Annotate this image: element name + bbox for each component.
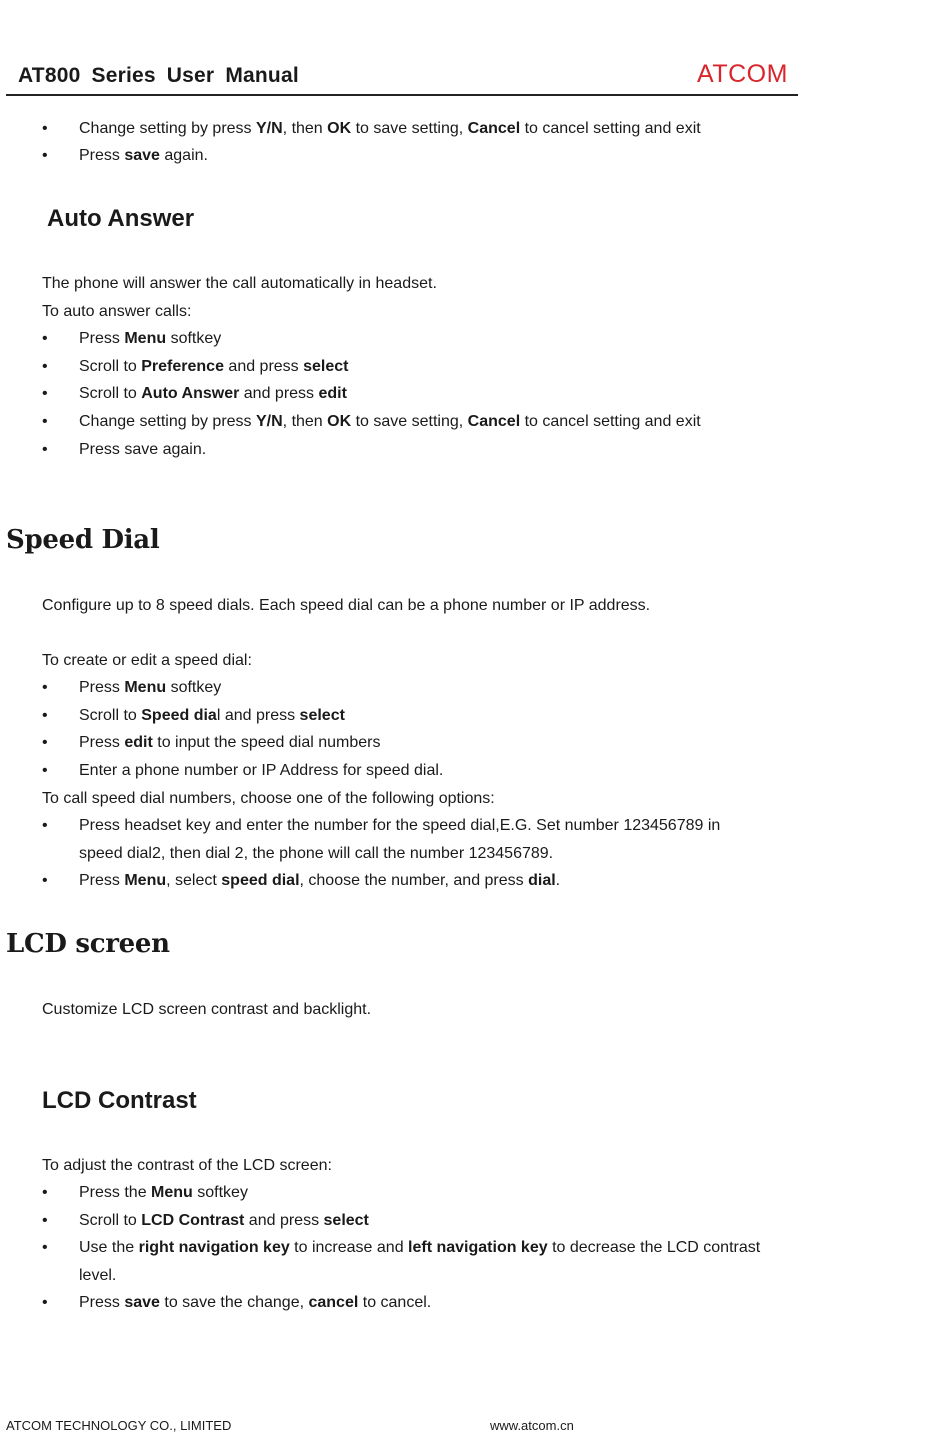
bullet-change-setting-auto: • Change setting by press Y/N, then OK to save setting, Cancel to cancel setting and exit — [79, 412, 701, 432]
bullet-press-menu-lcd: • Press the Menu softkey — [79, 1183, 248, 1203]
lcd-contrast-intro: To adjust the contrast of the LCD screen: — [42, 1157, 332, 1174]
bullet-save-cancel: • Press save to save the change, cancel to cancel. — [79, 1293, 431, 1313]
bullet-scroll-auto-answer: • Scroll to Auto Answer and press edit — [79, 384, 347, 404]
heading-speed-dial: Speed Dial — [6, 525, 160, 555]
footer-company: ATCOM TECHNOLOGY CO., LIMITED — [6, 1418, 232, 1433]
auto-answer-description: The phone will answer the call automatically in headset. — [42, 275, 437, 292]
bullet-press-save-again: • Press save again. — [79, 440, 206, 460]
bullet-press-save: • Press save again. — [79, 146, 208, 166]
speed-dial-description: Configure up to 8 speed dials. Each speed dial can be a phone number or IP address. — [42, 597, 651, 614]
bullet-press-menu-speed: • Press Menu softkey — [79, 678, 221, 698]
bullet-navigation-keys: • Use the right navigation key to increase and left navigation key to decrease the LCD contrast — [79, 1238, 760, 1258]
speed-dial-call-intro: To call speed dial numbers, choose one of the following options: — [42, 790, 495, 807]
bullet-select-speed-dial: • Press Menu, select speed dial, choose the number, and press dial. — [79, 871, 560, 891]
header-divider — [6, 94, 798, 96]
heading-auto-answer: Auto Answer — [47, 205, 195, 232]
manual-title: AT800 Series User Manual — [18, 64, 299, 87]
bullet-press-edit: • Press edit to input the speed dial numbers — [79, 733, 381, 753]
lcd-screen-description: Customize LCD screen contrast and backlight. — [42, 1001, 372, 1018]
bullet-enter-number: • Enter a phone number or IP Address for speed dial. — [79, 761, 443, 781]
auto-answer-intro: To auto answer calls: — [42, 303, 192, 320]
bullet-change-setting: • Change setting by press Y/N, then OK to save setting, Cancel to cancel setting and exit — [79, 119, 701, 139]
bullet-press-menu: • Press Menu softkey — [79, 329, 221, 349]
speed-dial-create-intro: To create or edit a speed dial: — [42, 652, 252, 669]
heading-lcd-screen: LCD screen — [6, 929, 170, 959]
bullet-scroll-preference: • Scroll to Preference and press select — [79, 357, 349, 377]
bullet-scroll-lcd-contrast: • Scroll to LCD Contrast and press select — [79, 1211, 369, 1231]
atcom-logo: ATCOM — [697, 60, 788, 88]
footer-website: www.atcom.cn — [490, 1418, 574, 1433]
bullet-headset-key: • Press headset key and enter the number for the speed dial,E.G. Set number 123456789 in — [79, 816, 720, 836]
bullet-headset-key-continued: speed dial2, then dial 2, the phone will call the number 123456789. — [79, 845, 554, 862]
bullet-navigation-keys-continued: level. — [79, 1267, 117, 1284]
heading-lcd-contrast: LCD Contrast — [42, 1087, 197, 1114]
bullet-scroll-speed-dial: • Scroll to Speed dial and press select — [79, 706, 345, 726]
